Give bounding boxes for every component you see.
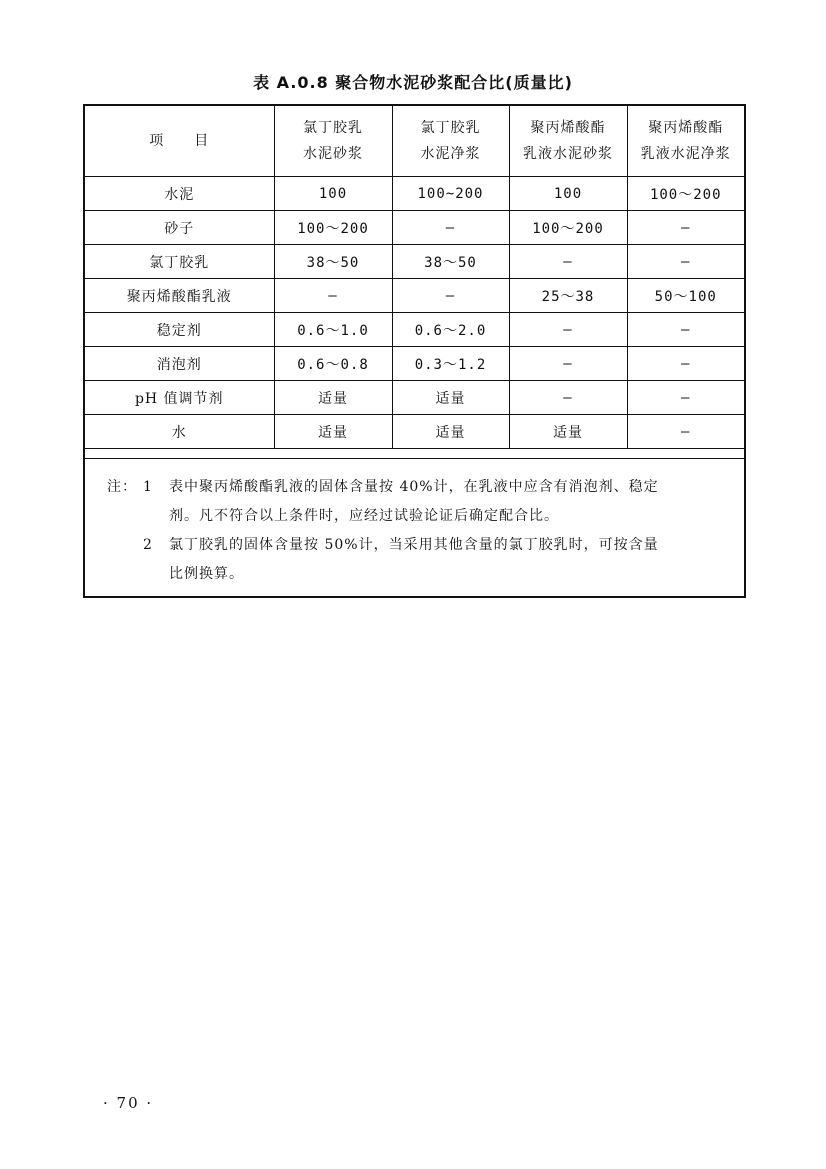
table-cell: — (274, 279, 392, 313)
table-row (85, 313, 744, 347)
table-cell: — (392, 211, 509, 245)
table-notes (85, 458, 744, 589)
table-cell: — (627, 211, 744, 245)
table-cell: 适量 (509, 415, 627, 449)
table-cell: 0.6～0.8 (274, 347, 392, 381)
table-row (85, 415, 744, 449)
row-label: 消泡剂 (85, 347, 274, 381)
header-text: 聚丙烯酸酯 乳液水泥净浆 (640, 120, 731, 162)
note-item-1 (107, 473, 732, 531)
table-cell: 适量 (392, 381, 509, 415)
header-cell-col4 (627, 106, 744, 177)
table-cell: — (509, 381, 627, 415)
table-row (85, 245, 744, 279)
table-cell: — (627, 313, 744, 347)
mix-ratio-table-box (83, 104, 746, 598)
row-label: 聚丙烯酸酯乳液 (85, 279, 274, 313)
table-cell: 100 (274, 177, 392, 211)
table-row (85, 177, 744, 211)
row-label: 氯丁胶乳 (85, 245, 274, 279)
table-cell: 50～100 (627, 279, 744, 313)
note-label: 注： (107, 479, 137, 495)
note-item-2 (107, 531, 732, 589)
table-cell: 0.6～1.0 (274, 313, 392, 347)
table-cell: — (627, 245, 744, 279)
table-cell: 38～50 (392, 245, 509, 279)
row-label: 水 (85, 415, 274, 449)
header-text: 氯丁胶乳 水泥砂浆 (303, 120, 363, 162)
header-cell-col3 (509, 106, 627, 177)
table-cell: 0.6～2.0 (392, 313, 509, 347)
table-cell: — (509, 313, 627, 347)
table-cell: — (627, 415, 744, 449)
note-number: 1 (143, 479, 153, 495)
table-cell: 0.3～1.2 (392, 347, 509, 381)
table-cell: — (392, 279, 509, 313)
header-text: 项 目 (149, 133, 210, 149)
header-cell-col2 (392, 106, 509, 177)
note-text-line: 氯丁胶乳的固体含量按 50%计，当采用其他含量的氯丁胶乳时，可按含量 (169, 537, 659, 553)
table-cell: 适量 (274, 415, 392, 449)
mix-ratio-table (85, 106, 744, 449)
table-row (85, 211, 744, 245)
table-row (85, 347, 744, 381)
table-row (85, 381, 744, 415)
row-label: 水泥 (85, 177, 274, 211)
table-cell: 100～200 (627, 177, 744, 211)
table-cell: — (509, 245, 627, 279)
header-text: 氯丁胶乳 水泥净浆 (420, 120, 481, 162)
table-cell: 100 (509, 177, 627, 211)
note-number: 2 (143, 537, 153, 553)
table-cell: — (627, 381, 744, 415)
note-text-line: 表中聚丙烯酸酯乳液的固体含量按 40%计，在乳液中应含有消泡剂、稳定 (169, 479, 659, 495)
row-label: pH 值调节剂 (85, 381, 274, 415)
row-label: 砂子 (85, 211, 274, 245)
table-cell: 38～50 (274, 245, 392, 279)
header-text: 聚丙烯酸酯 乳液水泥砂浆 (523, 120, 613, 162)
table-cell: 适量 (274, 381, 392, 415)
table-cell: — (627, 347, 744, 381)
header-cell-col1 (274, 106, 392, 177)
table-title: 表 A.0.8 聚合物水泥砂浆配合比(质量比) (253, 73, 573, 92)
table-cell: 100～200 (509, 211, 627, 245)
table-row (85, 279, 744, 313)
note-text-line: 比例换算。 (169, 566, 244, 582)
note-text-line: 剂。凡不符合以上条件时，应经过试验论证后确定配合比。 (169, 508, 559, 524)
page-number: · 70 · (103, 1094, 154, 1112)
table-cell: 25～38 (509, 279, 627, 313)
row-label: 稳定剂 (85, 313, 274, 347)
table-cell: 适量 (392, 415, 509, 449)
table-cell: 100~200 (392, 177, 509, 211)
header-cell-item (85, 106, 274, 177)
table-header-row (85, 106, 744, 177)
table-cell: — (509, 347, 627, 381)
table-cell: 100～200 (274, 211, 392, 245)
